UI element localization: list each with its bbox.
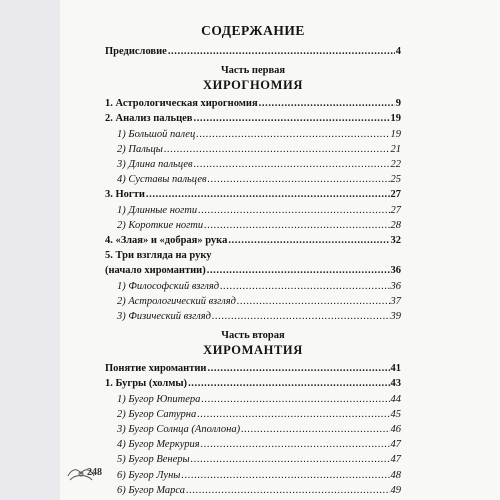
toc-entry-label: Предисловие [105,46,167,57]
toc-entry-label: 3) Физический взгляд [117,311,211,323]
dot-leader [259,96,395,111]
toc-entry-page: 45 [390,408,401,420]
toc-entry [105,483,401,498]
toc-entry-page: 47 [390,454,401,466]
toc-entry-page: 21 [390,143,401,155]
toc-entry [105,203,401,218]
toc-entry-page: 22 [390,159,401,171]
toc-entry-label: 5) Бугор Венеры [117,454,190,466]
toc-entry-page: 44 [390,393,401,405]
dot-leader [164,142,390,157]
dot-leader [146,187,390,202]
toc-entry-label: 2. Анализ пальцев [105,113,193,125]
toc-entry-label: 4) Суставы пальцев [117,174,207,186]
toc-entry [105,96,401,111]
toc-entry-page: 48 [390,469,401,481]
toc-entry [105,309,401,324]
toc-entry-page: 19 [390,113,401,125]
toc-entry-page: 28 [390,219,401,231]
toc-entry [105,468,401,483]
toc-entry-page: 43 [390,378,401,390]
toc-entry-label: 1) Бугор Юпитера [117,393,201,405]
toc-entry [105,263,401,278]
toc-entry [105,376,401,391]
toc-entry-label: 4. «Злая» и «добрая» рука [105,235,228,247]
toc-entry-page: 47 [390,439,401,451]
dot-leader [168,44,395,59]
toc-entry-label: 4) Бугор Меркурия [117,439,200,451]
dot-leader [201,392,389,407]
toc-entry-label: 1) Длинные ногти [117,204,198,216]
part1-entries [105,96,401,324]
toc-entry-label: 2) Астрологический взгляд [117,295,236,307]
toc-entry-label: 5. Три взгляда на руку [105,250,212,262]
toc-entry-page: 27 [390,189,401,201]
toc-entry-page: 41 [390,363,401,375]
toc-entry-page: 19 [390,128,401,140]
toc-entry-label: 1. Бугры (холмы) [105,378,188,390]
dot-leader [188,376,389,391]
toc-entry-page: 49 [390,484,401,496]
toc-entry-label: 3. Ногти [105,189,145,201]
toc-entry [105,279,401,294]
toc-entry-page: 9 [395,98,401,110]
toc-entry-page: 32 [390,235,401,247]
part1-title: ХИРОГНОМИЯ [203,78,303,93]
toc-entry [105,142,401,157]
toc-entry [105,127,401,142]
toc-title: СОДЕРЖАНИЕ [201,23,305,38]
toc-entry-label: 1) Философский взгляд [117,280,220,292]
toc-entry-label: 1) Большой палец [117,128,196,140]
toc-entry [105,361,401,376]
dot-leader [241,422,389,437]
dot-leader [228,233,389,248]
toc-entry-label: 6) Бугор Марса [117,484,186,496]
toc-entry-page: 36 [390,280,401,292]
toc-entry [105,437,401,452]
part2-title: ХИРОМАНТИЯ [203,343,303,358]
toc-entry [105,248,401,263]
toc-entry [105,218,401,233]
toc-entry-label: 1. Астрологическая хирогномия [105,98,258,110]
toc-entry-page: 27 [390,204,401,216]
part1-label: Часть первая [220,65,286,77]
dot-leader [220,279,389,294]
toc-entry-page: 25 [390,174,401,186]
dot-leader [237,294,390,309]
toc-entry-label: Понятие хиромантии [105,363,207,375]
dot-leader [191,452,390,467]
toc-entry [105,422,401,437]
toc-entry [105,392,401,407]
toc-entry [105,452,401,467]
toc-entry-label: 3) Длина пальцев [117,159,193,171]
toc-entry [105,233,401,248]
part2-label: Часть вторая [221,330,285,342]
dot-leader [201,437,390,452]
toc-entry-label: 6) Бугор Луны [117,469,181,481]
dot-leader [193,111,389,126]
toc-entry [105,157,401,172]
toc-entry-label: 2) Короткие ногти [117,219,204,231]
toc-entry-page: 46 [390,424,401,436]
dot-leader [186,483,389,498]
toc-entry-label: 3) Бугор Солнца (Аполлона) [117,424,241,436]
toc-entry [105,172,401,187]
dot-leader [181,468,389,483]
dot-leader [204,218,389,233]
toc-entry-page: 36 [390,265,401,277]
toc-entry-preface [105,44,401,59]
toc-entry [105,407,401,422]
toc-entry-page: 4 [395,46,401,57]
dot-leader [207,361,389,376]
part2-entries [105,361,401,498]
dot-leader [208,172,390,187]
toc-entry-label: (начало хиромантии) [105,265,206,277]
dot-leader [207,263,390,278]
toc-entry-page: 37 [390,295,401,307]
dot-leader [212,309,390,324]
page-number: 248 [87,467,102,478]
toc-entry-label: 2) Пальцы [117,143,163,155]
dot-leader [198,203,389,218]
dot-leader [197,407,389,422]
toc-entry [105,111,401,126]
toc-entry-label: 2) Бугор Сатурна [117,408,197,420]
toc-entry [105,187,401,202]
toc-entry-page: 39 [390,311,401,323]
dot-leader [196,127,389,142]
table-of-contents [105,22,401,498]
dot-leader [194,157,390,172]
toc-entry [105,294,401,309]
